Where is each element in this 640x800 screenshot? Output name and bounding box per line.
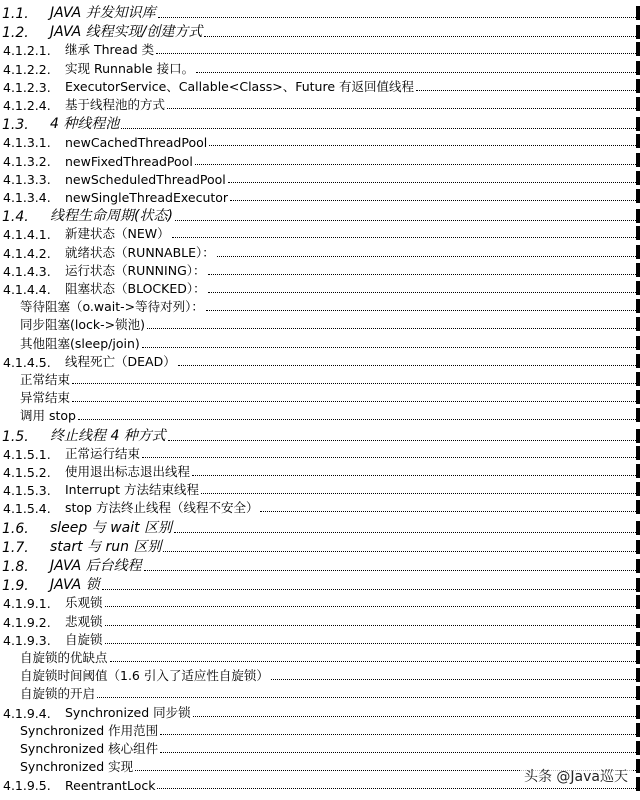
toc-subentry[interactable] [0, 648, 640, 666]
watermark: 头条 @Java巡天 [520, 764, 632, 788]
toc-entry[interactable] [0, 352, 640, 370]
dot-leader [208, 291, 636, 293]
toc-number: 1.3. [2, 117, 29, 134]
toc-number: 4.1.4.2. [3, 245, 51, 261]
toc-subentry[interactable] [0, 388, 640, 406]
toc-number: 4.1.2.4. [3, 98, 51, 113]
page-number-marker [636, 686, 640, 700]
toc-title: Interrupt 方法结束线程 [65, 482, 199, 498]
dot-leader [105, 624, 636, 626]
toc-title: 基于线程池的方式 [65, 97, 166, 112]
toc-number: 4.1.2.2. [3, 61, 51, 77]
toc-title: 线程生命周期(状态) [50, 208, 173, 225]
toc-title: 调用 stop [20, 408, 76, 424]
toc-title: ExecutorService、Callable<Class>、Future 有返回值线程 [65, 78, 414, 94]
dot-leader [228, 181, 636, 183]
page-number-marker [636, 281, 640, 295]
toc-number: 4.1.4.1. [3, 227, 51, 243]
toc-title: ReentrantLock [65, 778, 156, 794]
dot-leader [121, 127, 636, 129]
page-number-marker [636, 25, 640, 39]
toc-title: 使用退出标志退出线程 [65, 464, 191, 479]
toc-title: 自旋锁时间阈值（1.6 引入了适应性自旋锁） [20, 668, 269, 684]
page-number-marker [636, 299, 640, 313]
page-number-marker [636, 134, 640, 148]
toc-number: 1.2. [2, 25, 29, 42]
page-number-marker [636, 632, 640, 646]
toc-number: 4.1.2.3. [3, 79, 51, 95]
toc-number: 4.1.2.1. [3, 43, 51, 59]
page-number-marker [636, 390, 640, 404]
toc-entry[interactable] [0, 444, 640, 462]
toc-number: 4.1.9.5. [3, 778, 51, 794]
toc-title: 等待阻塞（o.wait->等待对列）： [20, 299, 204, 315]
toc-subentry[interactable] [0, 406, 640, 424]
dot-leader [160, 733, 636, 735]
toc-subentry[interactable] [0, 334, 640, 352]
page-number-marker [636, 6, 640, 20]
dot-leader [195, 163, 636, 165]
dot-leader [102, 588, 636, 590]
toc-number: 1.5. [2, 428, 29, 445]
toc-title: Synchronized 作用范围 [20, 722, 159, 738]
dot-leader [206, 309, 636, 311]
toc-title: newFixedThreadPool [65, 153, 193, 169]
toc-title: 自旋锁的开启 [20, 686, 96, 702]
page-number-marker [636, 777, 640, 791]
page-number-marker [636, 521, 640, 535]
toc-entry[interactable] [0, 59, 640, 77]
page-number-marker [636, 464, 640, 478]
toc-title: JAVA 后台线程 [50, 558, 142, 574]
toc-number: 4.1.3.3. [3, 171, 51, 187]
dot-leader [147, 327, 636, 329]
dot-leader [271, 678, 636, 680]
toc-heading[interactable] [0, 555, 640, 575]
toc-number: 4.1.3.4. [3, 190, 51, 205]
toc-heading[interactable] [0, 536, 640, 556]
toc-heading[interactable] [0, 205, 640, 225]
toc-entry[interactable] [0, 95, 640, 113]
toc-number: 4.1.9.4. [3, 705, 51, 721]
toc-entry[interactable] [0, 151, 640, 169]
page-number-marker [636, 226, 640, 240]
dot-leader [72, 400, 636, 402]
page-number-marker [636, 668, 640, 682]
toc-title: Synchronized 核心组件 [20, 741, 159, 756]
dot-leader [192, 474, 636, 476]
dot-leader [260, 510, 636, 512]
dot-leader [158, 16, 636, 18]
page-number-marker [636, 42, 640, 56]
toc-entry[interactable] [0, 593, 640, 611]
page-number-marker [636, 614, 640, 628]
dot-leader [172, 236, 636, 238]
toc-heading[interactable] [0, 113, 640, 133]
toc-entry[interactable] [0, 132, 640, 150]
toc-number: 4.1.4.3. [3, 263, 51, 279]
page-number-marker [636, 153, 640, 167]
toc-title: 自旋锁 [65, 631, 103, 647]
dot-leader [196, 71, 636, 73]
dot-leader [209, 144, 636, 146]
toc-title: Synchronized 同步锁 [65, 704, 191, 720]
toc-subentry[interactable] [0, 739, 640, 757]
dot-leader [144, 569, 636, 571]
toc-number: 4.1.5.2. [3, 465, 51, 480]
toc-entry[interactable] [0, 630, 640, 648]
toc-subentry[interactable] [0, 721, 640, 739]
page-number-marker [636, 559, 640, 573]
toc-title: 继承 Thread 类 [65, 42, 155, 58]
toc-number: 4.1.9.1. [3, 596, 51, 612]
dot-leader [193, 715, 636, 717]
toc-number: 4.1.9.2. [3, 614, 51, 630]
toc-entry[interactable] [0, 279, 640, 297]
toc-heading[interactable] [0, 517, 640, 537]
page-number-marker [636, 189, 640, 203]
toc-title: Synchronized 实现 [20, 759, 134, 775]
page-number-marker [636, 408, 640, 422]
toc-title: 自旋锁的优缺点 [20, 650, 108, 665]
toc-heading[interactable] [0, 21, 640, 41]
toc-number: 1.4. [2, 209, 29, 226]
page-number-marker [636, 354, 640, 368]
dot-leader [163, 550, 636, 552]
page-number-marker [636, 482, 640, 496]
toc-title: 乐观锁 [65, 595, 103, 611]
page-number-marker [636, 759, 640, 773]
page-number-marker [636, 595, 640, 609]
page-number-marker [636, 171, 640, 185]
page-number-marker [636, 446, 640, 460]
toc-title: newScheduledThreadPool [65, 171, 226, 187]
toc-title: 新建状态（NEW） [65, 226, 170, 242]
toc-number: 4.1.4.4. [3, 282, 51, 297]
page-number-marker [636, 578, 640, 592]
toc-title: 4 种线程池 [50, 116, 120, 133]
toc-entry[interactable] [0, 462, 640, 480]
toc-number: 1.8. [2, 559, 29, 575]
toc-title: 其他阻塞(sleep/join) [20, 335, 140, 351]
dot-leader [208, 273, 636, 275]
toc-number: 4.1.4.5. [3, 354, 51, 370]
dot-leader [156, 52, 636, 54]
dot-leader [142, 346, 636, 348]
toc-title: 终止线程 4 种方式 [50, 427, 166, 444]
toc-number: 1.9. [2, 578, 29, 595]
toc-title: JAVA 并发知识库 [50, 5, 156, 21]
toc-entry[interactable] [0, 612, 640, 630]
dot-leader [178, 364, 636, 366]
toc-entry[interactable] [0, 261, 640, 279]
dot-leader [160, 751, 636, 753]
dot-leader [217, 255, 636, 257]
dot-leader [72, 382, 636, 384]
page-number-marker [636, 705, 640, 719]
dot-leader [416, 89, 636, 91]
toc-entry[interactable] [0, 77, 640, 95]
page-number-marker [636, 372, 640, 386]
toc-title: 异常结束 [20, 390, 71, 406]
toc-title: 同步阻塞(lock->锁池) [20, 317, 145, 333]
dot-leader [174, 531, 636, 533]
dot-leader [167, 107, 636, 109]
page-number-marker [636, 317, 640, 331]
dot-leader [230, 199, 636, 201]
toc-subentry[interactable] [0, 297, 640, 315]
toc-title: 正常运行结束 [65, 445, 141, 461]
dot-leader [110, 660, 636, 662]
toc-entry[interactable] [0, 703, 640, 721]
toc-title: 悲观锁 [65, 613, 103, 629]
dot-leader [168, 439, 636, 441]
toc-subentry[interactable] [0, 370, 640, 388]
toc-number: 1.6. [2, 520, 29, 537]
toc-title: 线程死亡（DEAD） [65, 353, 176, 369]
toc-number: 4.1.5.4. [3, 501, 51, 517]
toc-heading[interactable] [0, 2, 640, 22]
toc-heading[interactable] [0, 574, 640, 594]
dot-leader [204, 35, 636, 37]
toc-entry[interactable] [0, 243, 640, 261]
page-number-marker [636, 97, 640, 111]
toc-number: 4.1.5.3. [3, 483, 51, 499]
toc-title: 正常结束 [20, 372, 71, 387]
page-number-marker [636, 79, 640, 93]
page-number-marker [636, 723, 640, 737]
toc-title: JAVA 锁 [50, 577, 100, 594]
toc-title: stop 方法终止线程（线程不安全） [65, 500, 259, 516]
dot-leader [97, 696, 636, 698]
toc-heading[interactable] [0, 425, 640, 445]
page-number-marker [636, 540, 640, 554]
dot-leader [142, 456, 636, 458]
page-number-marker [636, 336, 640, 350]
page-number-marker [636, 500, 640, 514]
toc-entry[interactable] [0, 224, 640, 242]
page-number-marker [636, 61, 640, 75]
toc-number: 4.1.3.1. [3, 135, 51, 151]
page-number-marker [636, 650, 640, 664]
toc-title: JAVA 线程实现/创建方式 [50, 24, 203, 41]
dot-leader [175, 219, 636, 221]
toc-title: 实现 Runnable 接口。 [65, 60, 195, 76]
toc-entry[interactable] [0, 498, 640, 516]
toc-entry[interactable] [0, 187, 640, 205]
toc-number: 1.7. [2, 539, 29, 556]
dot-leader [78, 418, 636, 420]
page-number-marker [636, 117, 640, 131]
dot-leader [105, 642, 636, 644]
dot-leader [201, 492, 636, 494]
toc-title: 阻塞状态（BLOCKED）： [65, 281, 206, 296]
page-number-marker [636, 263, 640, 277]
toc-title: sleep 与 wait 区别 [50, 519, 173, 536]
toc-subentry[interactable] [0, 684, 640, 702]
toc-entry[interactable] [0, 480, 640, 498]
toc-title: newSingleThreadExecutor [65, 190, 229, 205]
toc-title: 运行状态（RUNNING）： [65, 262, 206, 278]
toc-subentry[interactable] [0, 315, 640, 333]
toc-number: 1.1. [2, 6, 29, 22]
toc-entry[interactable] [0, 40, 640, 58]
page-number-marker [636, 209, 640, 223]
toc-title: newCachedThreadPool [65, 135, 208, 151]
page-number-marker [636, 245, 640, 259]
toc-number: 4.1.9.3. [3, 632, 51, 648]
toc-subentry[interactable] [0, 666, 640, 684]
toc-entry[interactable] [0, 169, 640, 187]
toc-title: start 与 run 区别 [50, 538, 162, 555]
page-number-marker [636, 429, 640, 443]
toc-number: 4.1.3.2. [3, 153, 51, 169]
toc-title: 就绪状态（RUNNABLE）： [65, 244, 215, 260]
dot-leader [105, 605, 636, 607]
toc-number: 4.1.5.1. [3, 446, 51, 462]
page-number-marker [636, 741, 640, 755]
